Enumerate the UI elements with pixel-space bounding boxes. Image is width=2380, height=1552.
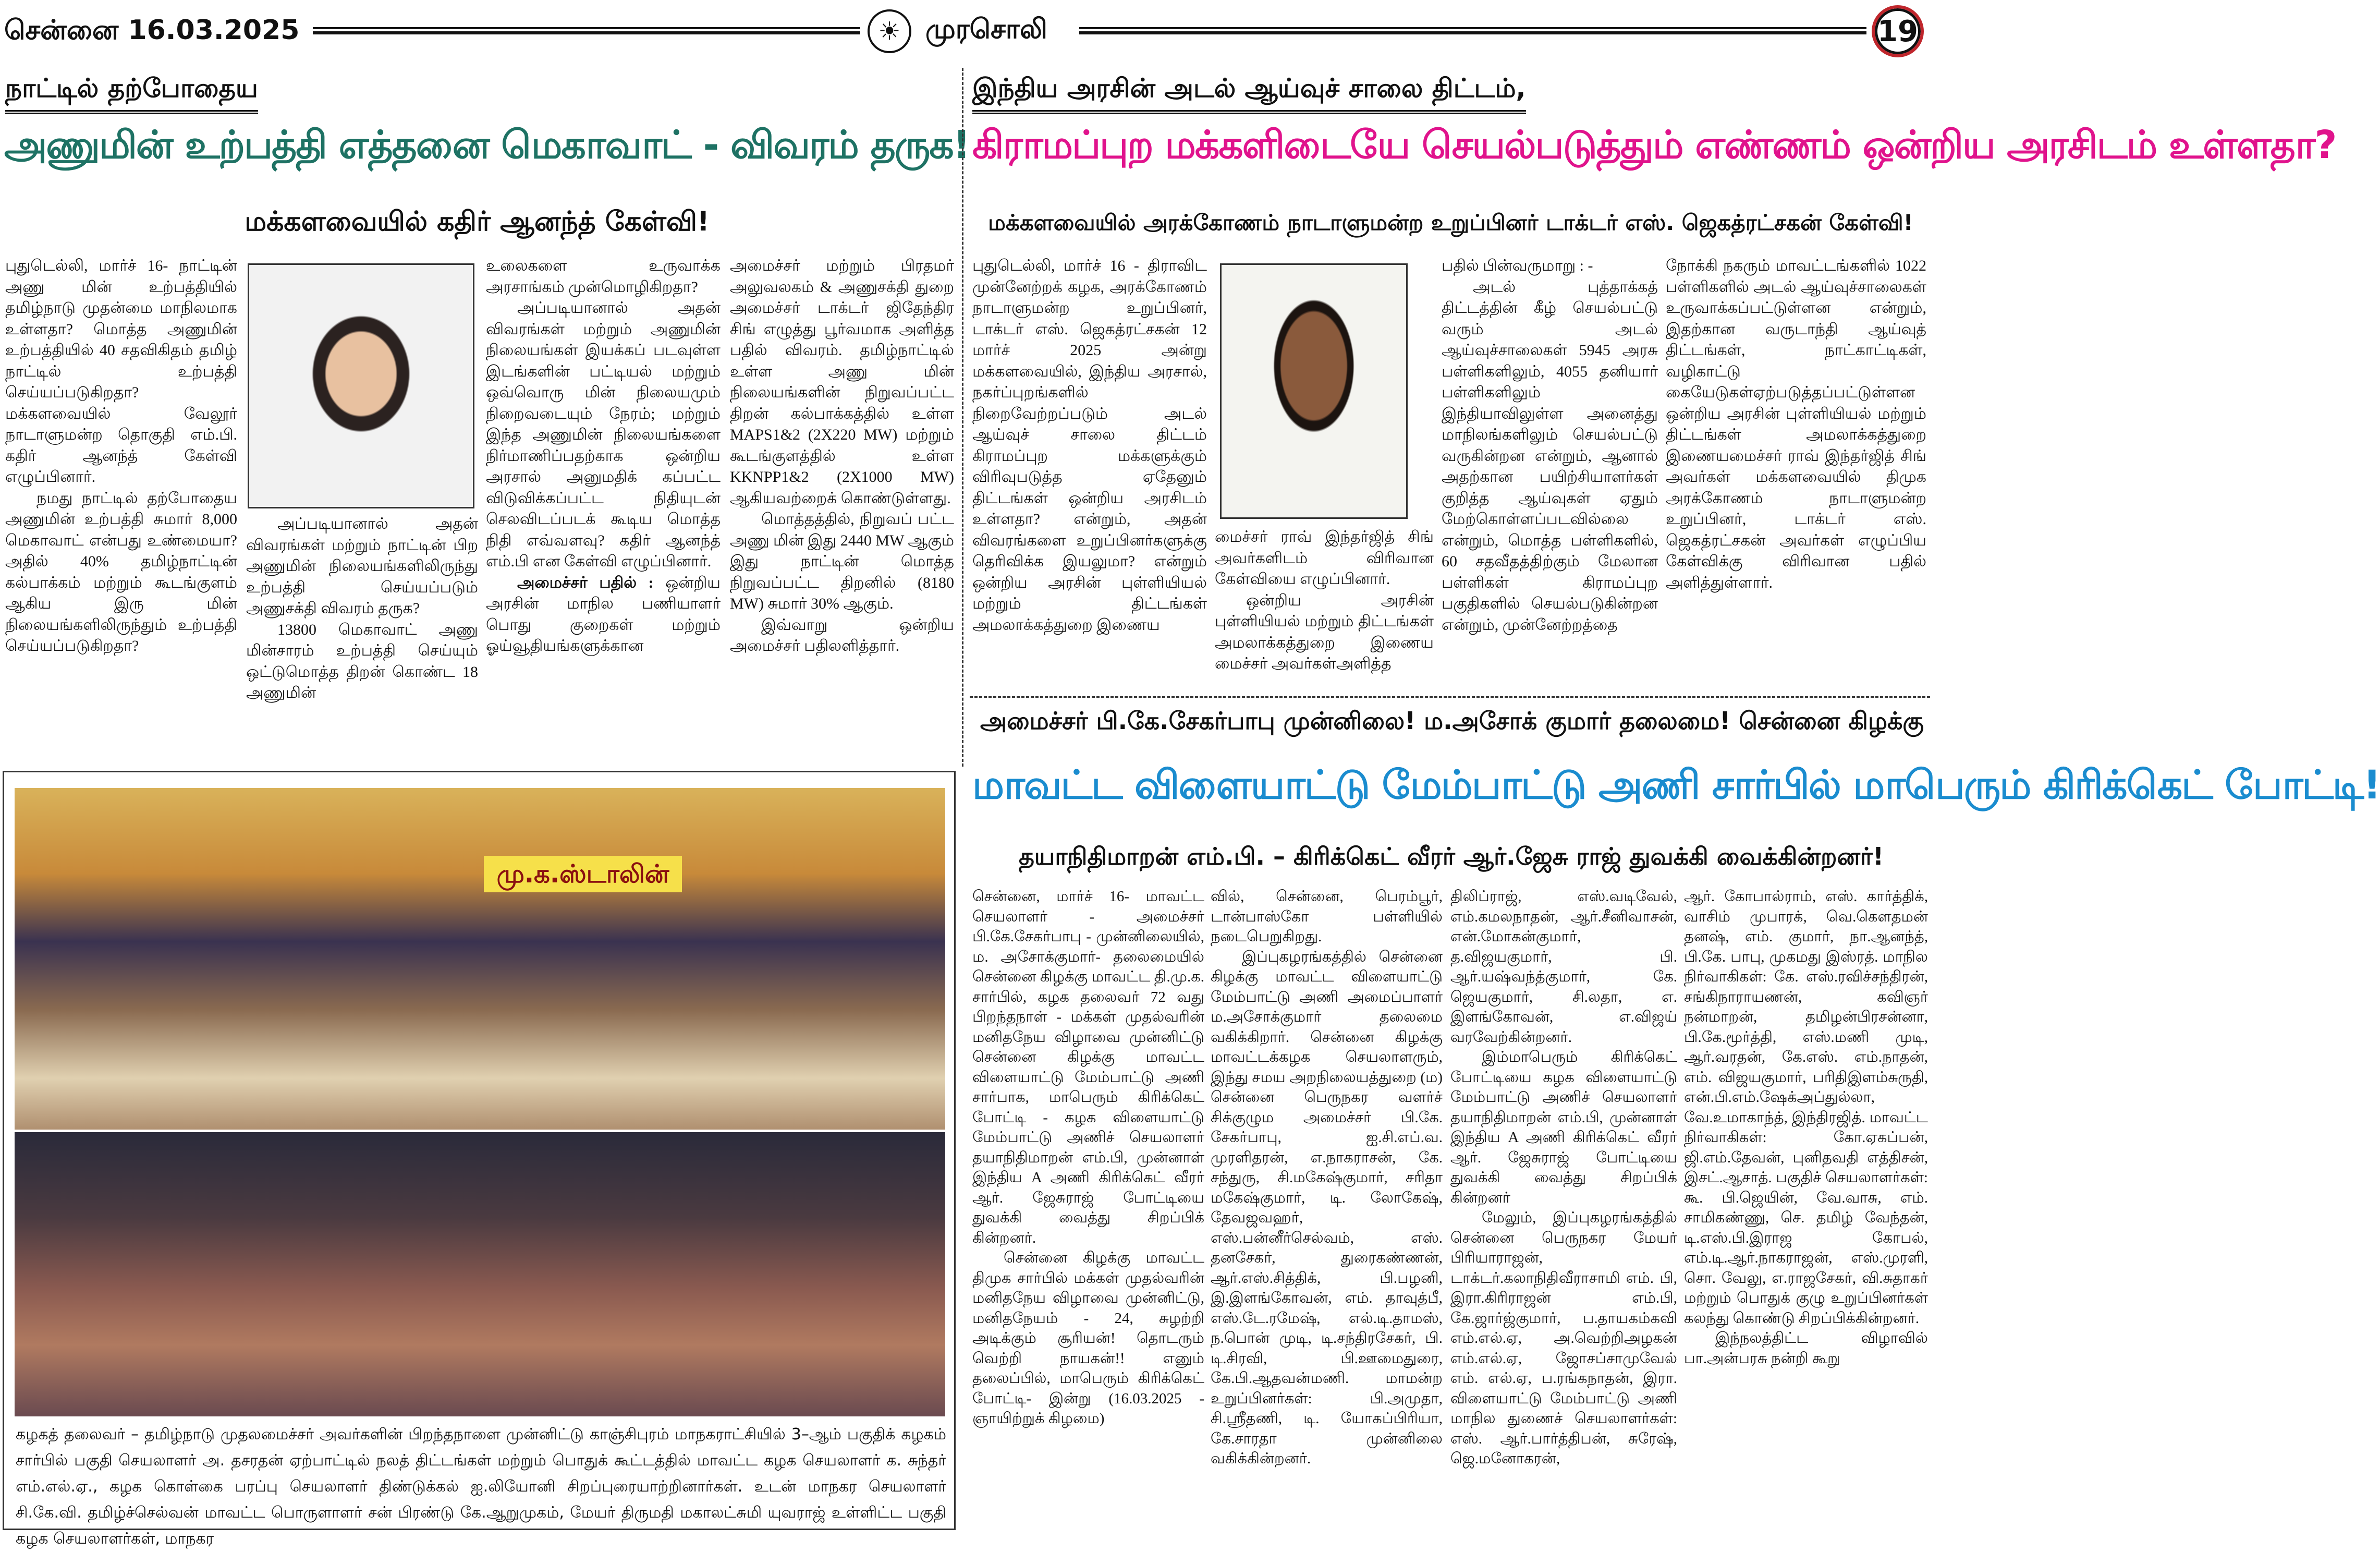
paragraph: 13800 மெகாவாட் அணு மின்சாரம் உற்பத்தி செய்யும் ஒட்டுமொத்த திறன் கொண்ட 18 அணுமின் bbox=[246, 621, 478, 701]
paragraph: ஒன்றிய அரசின் புள்ளியியல் மற்றும் திட்டங்கள் அமலாக்கத்துறை இணைய மைச்சர் அவர்கள்அளித்த bbox=[1215, 591, 1434, 672]
atal-subhead: மக்களவையில் அரக்கோணம் நாடாளுமன்ற உறுப்பினர் டாக்டர் எஸ். ஜெகத்ரட்சகன் கேள்வி! bbox=[988, 210, 1913, 235]
issue-date: சென்னை 16.03.2025 bbox=[4, 15, 300, 46]
paragraph: புதுடெல்லி, மார்ச் 16- நாட்டின் அணு மின் உற்பத்தியில் தமிழ்நாடு முதன்மை மாநிலமாக உள்ளதா? மொத்த அணுமின் உற்பத்தியில் 40 சதவிகிதம் தமிழ் நாட்டில் உற்பத்தி செய்யப்படுகிறதா? மக்களவையில் வேலூர் நாடாளுமன்ற தொகுதி எம்.பி. கதிர் ஆனந்த் கேள்வி எழுப்பினார். bbox=[5, 257, 237, 486]
paragraph: அப்படியானால் அதன் விவரங்கள் மற்றும் அணுமின் நிலையங்கள் இயக்கப் படவுள்ள இடங்களின் பட்டியல் மற்றும் ஒவ்வொரு மின் நிலையமும் நிறைவடையும் நேரம்; மற்றும் இந்த அணுமின் நிலையங்களை நிர்மாணிப்பதற்காக ஒன்றிய அரசால் அனுமதிக் கப்பட்ட விடுவிக்கப்பட்ட நிதியுடன் செலவிடப்படக் கூடிய மொத்த நிதி எவ்வளவு? கதிர் ஆனந்த் எம்.பி என கேள்வி எழுப்பினார். bbox=[486, 299, 721, 570]
paragraph: அப்படியானால் அதன் விவரங்கள் மற்றும் நாட்டின் பிற அணுமின் நிலையங்களிலிருந்து உற்பத்தி செய்யப்படும் அணுசக்தி விவரம் தருக? bbox=[246, 515, 478, 617]
paper-name: முரசொலி bbox=[925, 14, 1047, 45]
atal-column-3 bbox=[1442, 256, 1658, 688]
paragraph: இந்நலத்திட்ட விழாவில் பா.அன்பரசு நன்றி கூறு bbox=[1684, 1330, 1928, 1367]
paragraph: அமைச்சர் மற்றும் பிரதமர் அலுவலகம் & அணுசக்தி துறை அமைச்சர் டாக்டர் ஜிதேந்திர சிங் எழுத்து பூர்வமாக அளித்த பதில் விவரம். தமிழ்நாட்டில் உள்ள அணு மின் நிலையங்களின் நிறுவப்பட்ட திறன் கல்பாக்கத்தில் உள்ள MAPS1&2 (2X220 MW) மற்றும் கூடங்குளத்தில் உள்ள KKNPP1&2 (2X1000 MW) ஆகியவற்றைக் கொண்டுள்ளது. bbox=[730, 257, 954, 507]
column-divider bbox=[962, 68, 963, 767]
photo-caption: கழகத் தலைவர் – தமிழ்நாடு முதலமைச்சர் அவர்களின் பிறந்தநாளை முன்னிட்டு காஞ்சிபுரம் மாநகராட்சியில் 3–ஆம் பகுதிக் கழகம் சார்பில் பகுதி செயலாளர் அ. தசரதன் ஏற்பாட்டில் நலத் திட்டங்கள் மற்றும் பொதுக் கூட்டத்தில் மாவட்ட கழக செயலாளர் க. சுந்தர் எம்.எல்.ஏ., கழக கொள்கை பரப்பு செயலாளர் திண்டுக்கல் ஐ.லியோனி சிறப்புரையாற்றினார்கள். உடன் மாநகர செயலாளர் சி.கே.வி. தமிழ்ச்செல்வன் மாவட்ட பொருளாளர் சன் பிரண்டு கே.ஆறுமுகம், மேயர் திருமதி மகாலட்சுமி யுவராஜ் உள்ளிட்ட பகுதி கழக செயலாளர்கள், மாநகர bbox=[16, 1425, 946, 1548]
banner-name: மு.க.ஸ்டாலின் bbox=[484, 856, 682, 892]
nuclear-column-4 bbox=[730, 256, 954, 751]
paragraph: பதில் பின்வருமாறு : - bbox=[1442, 257, 1593, 274]
paragraph: மேலும், இப்புகழரங்கத்தில் சென்னை பெருநகர மேயர் பிரியாராஜன், டாக்டர்.கலாநிதிவீராசாமி எம். பி, இரா.கிரிராஜன் எம்.பி, கே.ஜார்ஜ்குமார், ப.தாயகம்கவி எம்.எல்.ஏ, அ.வெற்றிஅழகன் எம்.எல்.ஏ, ஜோசப்சாமுவேல் எம். எல்.ஏ, ப.ரங்கநாதன், இரா. விளையாட்டு மேம்பாட்டு அணி மாநில துணைச் செயலாளர்கள்: எஸ். ஆர்.பார்த்திபன், சுரேஷ், ஜெ.மனோகரன், bbox=[1450, 1209, 1677, 1467]
atal-column-2 bbox=[1215, 527, 1434, 688]
paragraph: புதுடெல்லி, மார்ச் 16 - திராவிட முன்னேற்றக் கழக, அரக்கோணம் நாடாளுமன்ற உறுப்பினர், டாக்டர் எஸ். ஜெகத்ரட்சகன் 12 மார்ச் 2025 அன்று மக்களவையில், இந்திய அரசால், நகர்ப்புறங்களில் நிறைவேற்றப்படும் அடல் ஆய்வுச் சாலை திட்டம் கிராமப்புற மக்களுக்கும் விரிவுபடுத்த ஏதேனும் திட்டங்கள் ஒன்றிய அரசிடம் உள்ளதா? என்றும், அதன் விவரங்களை உறுப்பினர்களுக்கு தெரிவிக்க இயலுமா? என்றும் ஒன்றிய அரசின் புள்ளியியல் மற்றும் திட்டங்கள் அமலாக்கத்துறை இணைய bbox=[972, 257, 1207, 634]
paragraph: இப்புகழரங்கத்தில் சென்னை கிழக்கு மாவட்ட விளையாட்டு மேம்பாட்டு அணி அமைப்பாளர் ம.அசோக்குமார் தலைமை வகிக்கிறார். சென்னை கிழக்கு மாவட்டக்கழக செயலாளரும், இந்து சமய அறநிலையத்துறை (ம) சென்னை பெருநகர வளர்ச் சிக்குழும அமைச்சர் பி.கே. சேகர்பாபு, ஐ.சி.எப்.வ. முரளிதரன், எ.நாகராசன், கே. சந்துரு, சி.மகேஷ்குமார், சரிதா மகேஷ்குமார், டி. லோகேஷ், தேவஜவஹர், எஸ்.பன்னீர்செல்வம், எஸ். தனசேகர், துரைகண்ணன், ஆர்.எஸ்.சித்திக், பி.பழனி, இ.இளங்கோவன், எம். தாவுத்பீ, எஸ்.டே.ரமேஷ், எல்.டி.தாமஸ், ந.பொன் முடி, டி.சந்திரசேகர், பி. டி.சிரவி, பி.ஊமைதுரை, கே.பி.ஆதவன்மணி. மாமன்ற உறுப்பினர்கள்: பி.அமுதா, சி.ஸ்ரீதணி, டி. யோகப்பிரியா, கே.சாரதா முன்னிலை வகிக்கின்றனர். bbox=[1211, 948, 1443, 1467]
cricket-column-3 bbox=[1450, 887, 1677, 1530]
cricket-column-2 bbox=[1211, 887, 1443, 1530]
paragraph: ஆர். கோபால்ராம், எஸ். கார்த்திக், வாசிம் முபாரக், வெ.கௌதமன் தனஷ், எம். குமார், நா.ஆனந்த், பி.கே. பாபு, முகமது இஸ்ரத். மாநில நிர்வாகிகள்: கே. எஸ்.ரவிச்சந்திரன், சங்கிநாராயணன், கவிஞர் நன்மாறன், தமிழன்பிரசன்னா, பி.கே.மூர்த்தி, எஸ்.மணி முடி, ஆர்.வரதன், கே.எஸ். எம்.நாதன், எம். விஜயகுமார், பரிதிஇளம்சுருதி, என்.பி.எம்.ஷேக்அப்துல்லா, வே.உமாகாந்த், இந்திரஜித். மாவட்ட நிர்வாகிகள்: கோ.ஏகப்பன், ஜி.எம்.தேவன், புனிதவதி எத்திசன், இசட்.ஆசாத். பகுதிச் செயலாளர்கள்: கூ. பி.ஜெயின், வே.வாசு, எம். சாமிகண்ணு, செ. தமிழ் வேந்தன், டி.எஸ்.பி.இராஜ கோபல், எம்.டி.ஆர்.நாகராஜன், எஸ்.முரளி, சொ. வேலு, எ.ராஜசேகர், வி.சுதாகர் மற்றும் பொதுக் குழு உறுப்பினர்கள் கலந்து கொண்டு சிறப்பிக்கின்றனர். bbox=[1684, 888, 1928, 1327]
event-stage-photo bbox=[15, 788, 945, 1130]
nuclear-kicker: நாட்டில் தற்போதைய bbox=[5, 73, 258, 114]
kathir-anand-portrait bbox=[248, 263, 474, 508]
paragraph: நோக்கி நகரும் மாவட்டங்களில் 1022 பள்ளிகளில் அடல் ஆய்வுச்சாலைகள் உருவாக்கப்பட்டுள்ளன என்றும், இதற்கான வருடாந்தி ஆய்வுத் திட்டங்கள், நாட்காட்டிகள், வழிகாட்டு கையேடுகள்ஏற்படுத்தப்பட்டுள்ளன ஒன்றிய அரசின் புள்ளியியல் மற்றும் திட்டங்கள் அமலாக்கத்துறை இணையமைச்சர் ராவ் இந்தர்ஜித் சிங் அவர்கள் மக்களவையில் திமுக அரக்கோணம் நாடாளுமன்ற உறுப்பினர், டாக்டர் எஸ். ஜெகத்ரட்சகன் அவர்கள் எழுப்பிய கேள்விக்கு விரிவான பதில் அளித்துள்ளார். bbox=[1666, 257, 1926, 591]
nuclear-column-2 bbox=[246, 514, 478, 751]
nuclear-subhead: மக்களவையில் கதிர் ஆனந்த் கேள்வி! bbox=[245, 206, 710, 237]
paragraph: இம்மாபெரும் கிரிக்கெட் போட்டியை கழக விளையாட்டு மேம்பாட்டு அணிச் செயலாளர் தயாநிதிமாறன் எம்.பி, முன்னாள் இந்திய A அணி கிரிக்கெட் வீரர் ஆர். ஜேசுராஜ் போட்டியை துவக்கி வைத்து சிறப்பிக் கின்றனர் bbox=[1450, 1049, 1677, 1206]
paragraph: சென்னை கிழக்கு மாவட்ட திமுக சார்பில் மக்கள் முதல்வரின் மனிதநேய விழாவை முன்னிட்டு, மனிதநேயம் - 24, சுழற்றி அடிக்கும் சூரியன்! தொடரும் வெற்றி நாயகன்!! எனும் தலைப்பில், மாபெரும் கிரிக்கெட் போட்டி- இன்று (16.03.2025 - ஞாயிற்றுக் கிழமை) bbox=[972, 1250, 1204, 1427]
cricket-kicker: அமைச்சர் பி.கே.சேகர்பாபு முன்னிலை! ம.அசோக் குமார் தலைமை! சென்னை கிழக்கு bbox=[980, 707, 1924, 735]
paragraph: அடல் புத்தாக்கத் திட்டத்தின் கீழ் செயல்பட்டு வரும் அடல் ஆய்வுச்சாலைகள் 5945 அரசு பள்ளிகளிலும், 4055 தனியார் பள்ளிகளிலும் இந்தியாவிலுள்ள அனைத்து மாநிலங்களிலும் செயல்பட்டு வருகின்றன என்றும், ஆனால் அதற்கான பயிற்சியாளர்கள் குறித்த ஆய்வுகள் ஏதும் மேற்கொள்ளப்படவில்லை என்றும், மொத்த பள்ளிகளில், 60 சதவீதத்திற்கும் மேலான பள்ளிகள் கிராமப்புற பகுதிகளில் செயல்படுகின்றன என்றும், முன்னேற்றத்தை bbox=[1442, 278, 1658, 634]
cricket-column-4 bbox=[1684, 887, 1928, 1530]
paragraph: சென்னை, மார்ச் 16- மாவட்ட செயலாளர் - அமைச்சர் பி.கே.சேகர்பாபு - முன்னிலையில், ம. அசோக்குமார்- தலைமையில் சென்னை கிழக்கு மாவட்ட தி.மு.க. சார்பில், கழக தலைவர் 72 வது பிறந்தநாள் - மக்கள் முதல்வரின் மனிதநேய விழாவை முன்னிட்டு சென்னை கிழக்கு மாவட்ட விளையாட்டு மேம்பாட்டு அணி சார்பாக, மாபெரும் கிரிக்கெட் போட்டி - கழக விளையாட்டு மேம்பாட்டு அணிச் செயலாளர் தயாநிதிமாறன் எம்.பி, முன்னாள் இந்திய A அணி கிரிக்கெட் வீரர் ஆர். ஜேசுராஜ் போட்டியை துவக்கி வைத்து சிறப்பிக் கின்றனர். bbox=[972, 888, 1204, 1246]
nuclear-column-3 bbox=[486, 256, 721, 751]
nuclear-column-1 bbox=[5, 256, 237, 751]
cricket-subhead: தயாநிதிமாறன் எம்.பி. – கிரிக்கெட் வீரர் ஆர்.ஜேசு ராஜ் துவக்கி வைக்கின்றனர்! bbox=[1018, 842, 1884, 870]
paragraph: திலிப்ராஜ், எஸ்.வடிவேல், எம்.கமலநாதன், ஆர்.சீனிவாசன், என்.மோகன்குமார், த.விஜயகுமார், பி. ஆர்.யஷ்வந்த்குமார், கே. ஜெயகுமார், சி.லதா, எ. இளங்கோவன், எ.விஜய் வரவேற்கின்றனர். bbox=[1450, 888, 1677, 1046]
paragraph: மொத்தத்தில், நிறுவப் பட்ட அணு மின் இது 2440 MW ஆகும் இது நாட்டின் மொத்த நிறுவப்பட்ட திறனில் (8180 MW) சுமார் 30% ஆகும். bbox=[730, 511, 954, 612]
crowd-photo bbox=[15, 1132, 945, 1416]
masthead-rule-left bbox=[313, 27, 860, 34]
cricket-headline: மாவட்ட விளையாட்டு மேம்பாட்டு அணி சார்பில் மாபெரும் கிரிக்கெட் போட்டி! bbox=[972, 761, 2380, 808]
atal-headline: கிராமப்புற மக்களிடையே செயல்படுத்தும் எண்ணம் ஒன்றிய அரசிடம் உள்ளதா? bbox=[972, 123, 2336, 167]
atal-kicker: இந்திய அரசின் அடல் ஆய்வுச் சாலை திட்டம், bbox=[972, 73, 1526, 114]
paragraph: மைச்சர் ராவ் இந்தர்ஜித் சிங் அவர்களிடம் விரிவான கேள்வியை எழுப்பினார். bbox=[1215, 528, 1434, 588]
cricket-column-1 bbox=[972, 887, 1204, 1530]
paragraph: நமது நாட்டில் தற்போதைய அணுமின் உற்பத்தி சுமார் 8,000 மெகாவாட் என்பது உண்மையா? அதில் 40% தமிழ்நாட்டின் கல்பாக்கம் மற்றும் கூடங்குளம் ஆகிய இரு மின் நிலையங்களிலிருந்தும் உற்பத்தி செய்யப்படுகிறதா? bbox=[5, 489, 237, 654]
masthead-rule-right bbox=[1079, 27, 1866, 34]
paragraph: இவ்வாறு ஒன்றிய அமைச்சர் பதிலளித்தார். bbox=[730, 616, 954, 654]
section-divider bbox=[970, 696, 1930, 698]
page-number: 19 bbox=[1872, 5, 1924, 57]
answer-text: ஒன்றிய அரசின் மாநில பணியாளர் பொது குறைகள் மற்றும் ஓய்வூதியங்களுக்கான bbox=[486, 574, 721, 654]
atal-column-1 bbox=[972, 256, 1207, 688]
nuclear-headline: அணுமின் உற்பத்தி எத்தனை மெகாவாட் - விவரம் தருக! bbox=[4, 123, 970, 167]
atal-column-4 bbox=[1666, 256, 1926, 688]
rising-sun-emblem-icon: ☀ bbox=[868, 9, 911, 53]
paragraph: வில், சென்னை, பெரம்பூர், டான்பாஸ்கோ பள்ளியில் நடைபெறுகிறது. bbox=[1211, 888, 1443, 945]
paragraph: உலைகளை உருவாக்க அரசாங்கம் முன்மொழிகிறதா? bbox=[486, 257, 721, 296]
jagathrakshakan-portrait bbox=[1220, 263, 1408, 519]
photo-feature-box bbox=[3, 771, 956, 1548]
answer-label: அமைச்சர் பதில் : bbox=[517, 574, 654, 591]
